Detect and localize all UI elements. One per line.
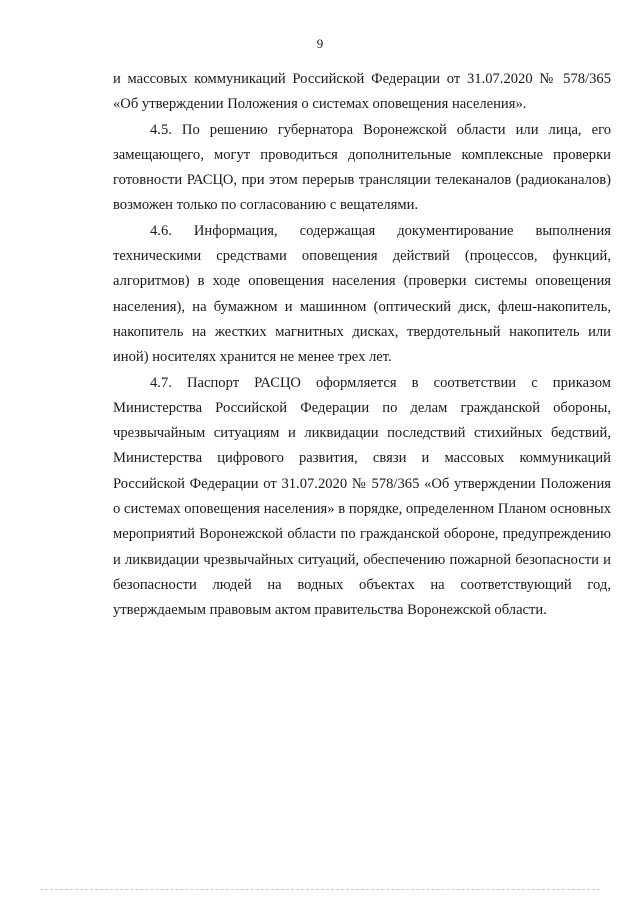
page-bottom-edge bbox=[40, 889, 600, 890]
paragraph-continuation: и массовых коммуникаций Российской Федерации от 31.07.2020 № 578/365 «Об утверждении Положения о системах оповещения населения». bbox=[113, 71, 611, 113]
paragraph-4-7: 4.7. Паспорт РАСЦО оформляется в соответствии с приказом Министерства Российской Федерации по делам гражданской обороны, чрезвычайным ситуациям и ликвидации последствий стихийных бедствий, Министерства цифрового развития, связи и массовых коммуникаций Российской Федерации от 31.07.2020 № 578/365 «Об утверждении Положения о системах оповещения населения» в порядке, определенном Планом основных мероприятий Воронежской области по гражданской обороне, предупреждению и ликвидации чрезвычайных ситуаций, обеспечению пожарной безопасности и безопасности людей на водных объектах на соответствующий год, утверждаемым правовым актом правительства Воронежской области. bbox=[113, 374, 611, 619]
paragraph-4-5: 4.5. По решению губернатора Воронежской области или лица, его замещающего, могут проводиться дополнительные комплексные проверки готовности РАСЦО, при этом перерыв трансляции телеканалов (радиоканалов) возможен только по согласованию с вещателями. bbox=[113, 121, 611, 214]
page-number: 9 bbox=[316, 36, 324, 51]
paragraph-4-6: 4.6. Информация, содержащая документирование выполнения техническими средствами оповещения действий (процессов, функций, алгоритмов) в ходе оповещения населения (проверки системы оповещения населения), на бумажном и машинном (оптический диск, флеш-накопитель, накопитель на жестких магнитных дисках, твердотельный накопитель или иной) носителях хранится не менее трех лет. bbox=[113, 222, 611, 366]
document-body bbox=[113, 67, 611, 624]
